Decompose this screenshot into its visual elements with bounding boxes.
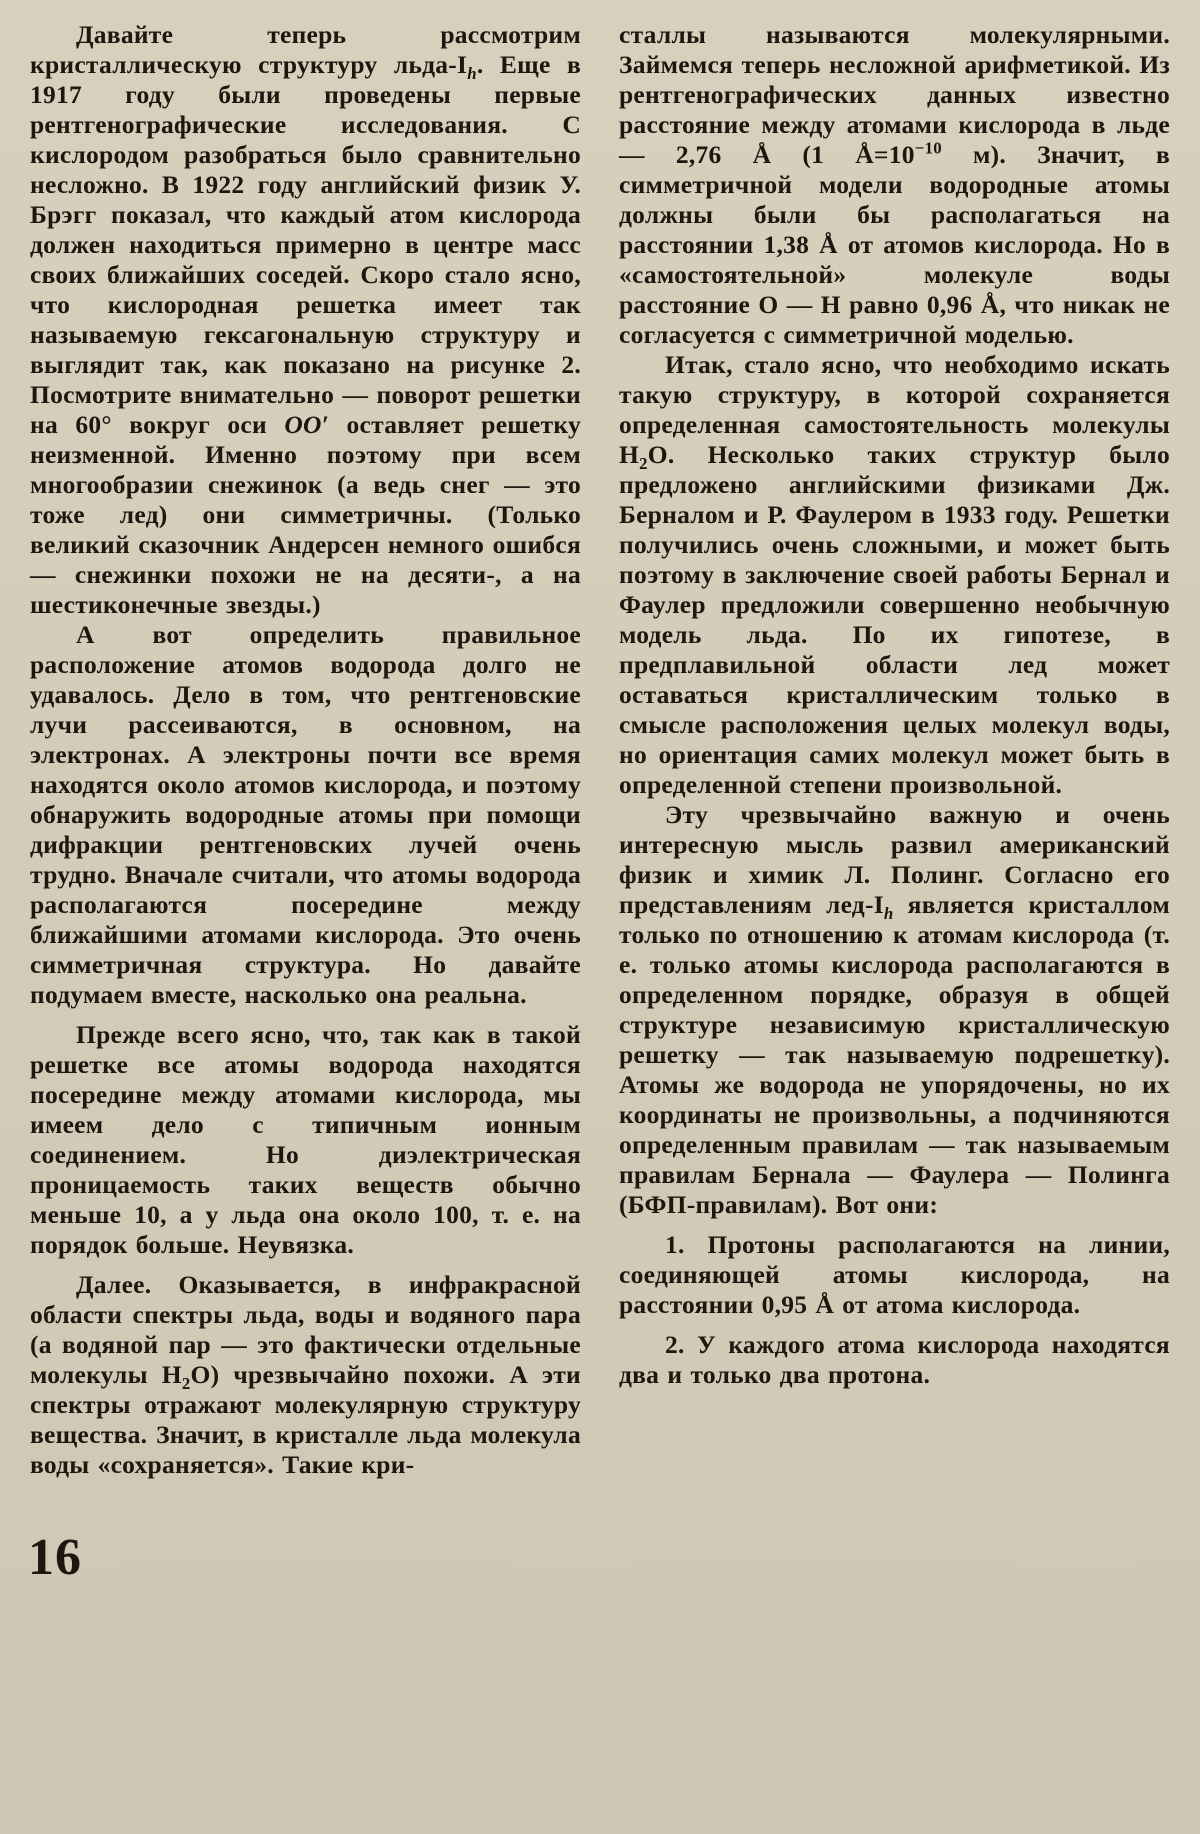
paragraph: Далее. Оказывается, в инфракрасной области спектры льда, воды и водяного пара (а водяной пар — это фактически отдельные молекулы $H_2O$) чрезвычайно похожи. А эти спектры отражают молекулярную структуру вещества. Значит, в кристалле льда молекула воды «сохраняется». Такие кри- [30,1270,581,1479]
page-number: 16 [28,1529,82,1586]
paragraph: А вот определить правильное расположение атомов водорода долго не удавалось. Дело в том, что рентгеновские лучи рассеиваются, в основном, на электронах. А электроны почти все время находятся около атомов кислорода, и поэтому обнаружить водородные атомы при помощи дифракции рентгеновских лучей очень трудно. Вначале считали, что атомы водорода располагаются посередине между ближайшими атомами кислорода. Это очень симметричная структура. Но давайте подумаем вместе, насколько она реальна. [30,620,581,1009]
paragraph: Эту чрезвычайно важную и очень интересную мысль развил американский физик и химик Л. Полинг. Согласно его представлениям лед-$I_h$ является кристаллом только по отношению к атомам кислорода (т. е. только атомы кислорода располагаются в определенном порядке, образуя в общей структуре независимую кристаллическую решетку — так называемую подрешетку). Атомы же водорода не упорядочены, но их координаты не произвольны, а подчиняются определенным правилам — так называемым правилам Бернала — Фаулера — Полинга (БФП-правилам). Вот они: [619,800,1170,1219]
paragraph: Прежде всего ясно, что, так как в такой решетке все атомы водорода находятся посередине между атомами кислорода, мы имеем дело с типичным ионным соединением. Но диэлектрическая проницаемость таких веществ обычно меньше 10, а у льда она около 100, т. е. на порядок больше. Неувязка. [30,1020,581,1259]
paragraph: сталлы называются молекулярными. Займемся теперь несложной арифметикой. Из рентгенографических данных известно расстояние между атомами кислорода в льде — 2,76 Å (1 $Å=10^{-10}$ м). Значит, в симметричной модели водородные атомы должны были бы располагаться на расстоянии 1,38 Å от атомов кислорода. Но в «самостоятельной» молекуле воды расстояние O — H равно 0,96 Å, что никак не согласуется с симметричной моделью. [619,20,1170,349]
text-column-left [30,20,581,1480]
two-column-text-block [30,20,1170,1480]
paragraph-numbered-item-2: 2. У каждого атома кислорода находятся два и только два протона. [619,1330,1170,1389]
text-column-right [619,20,1170,1480]
paragraph: Итак, стало ясно, что необходимо искать такую структуру, в которой сохраняется определенная самостоятельность молекулы $H_2O$. Несколько таких структур было предложено английскими физиками Дж. Берналом и Р. Фаулером в 1933 году. Решетки получились очень сложными, и может быть поэтому в заключение своей работы Бернал и Фаулер предложили совершенно необычную модель льда. По их гипотезе, в предплавильной области лед может оставаться кристаллическим только в смысле расположения целых молекул воды, но ориентация самих молекул может быть в определенной степени произвольной. [619,350,1170,799]
paragraph-numbered-item-1: 1. Протоны располагаются на линии, соединяющей атомы кислорода, на расстоянии 0,95 Å от атома кислорода. [619,1230,1170,1319]
paragraph: Давайте теперь рассмотрим кристаллическую структуру льда-$I_h$. Еще в 1917 году были проведены первые рентгенографические исследования. С кислородом разобраться было сравнительно несложно. В 1922 году английский физик У. Брэгг показал, что каждый атом кислорода должен находиться примерно в центре масс своих ближайших соседей. Скоро стало ясно, что кислородная решетка имеет так называемую гексагональную структуру и выглядит так, как показано на рисунке 2. Посмотрите внимательно — поворот решетки на 60° вокруг оси OO′ оставляет решетку неизменной. Именно поэтому при всем многообразии снежинок (а ведь снег — это тоже лед) они симметричны. (Только великий сказочник Андерсен немного ошибся — снежинки похожи не на десяти-, а на шестиконечные звезды.) [30,20,581,619]
